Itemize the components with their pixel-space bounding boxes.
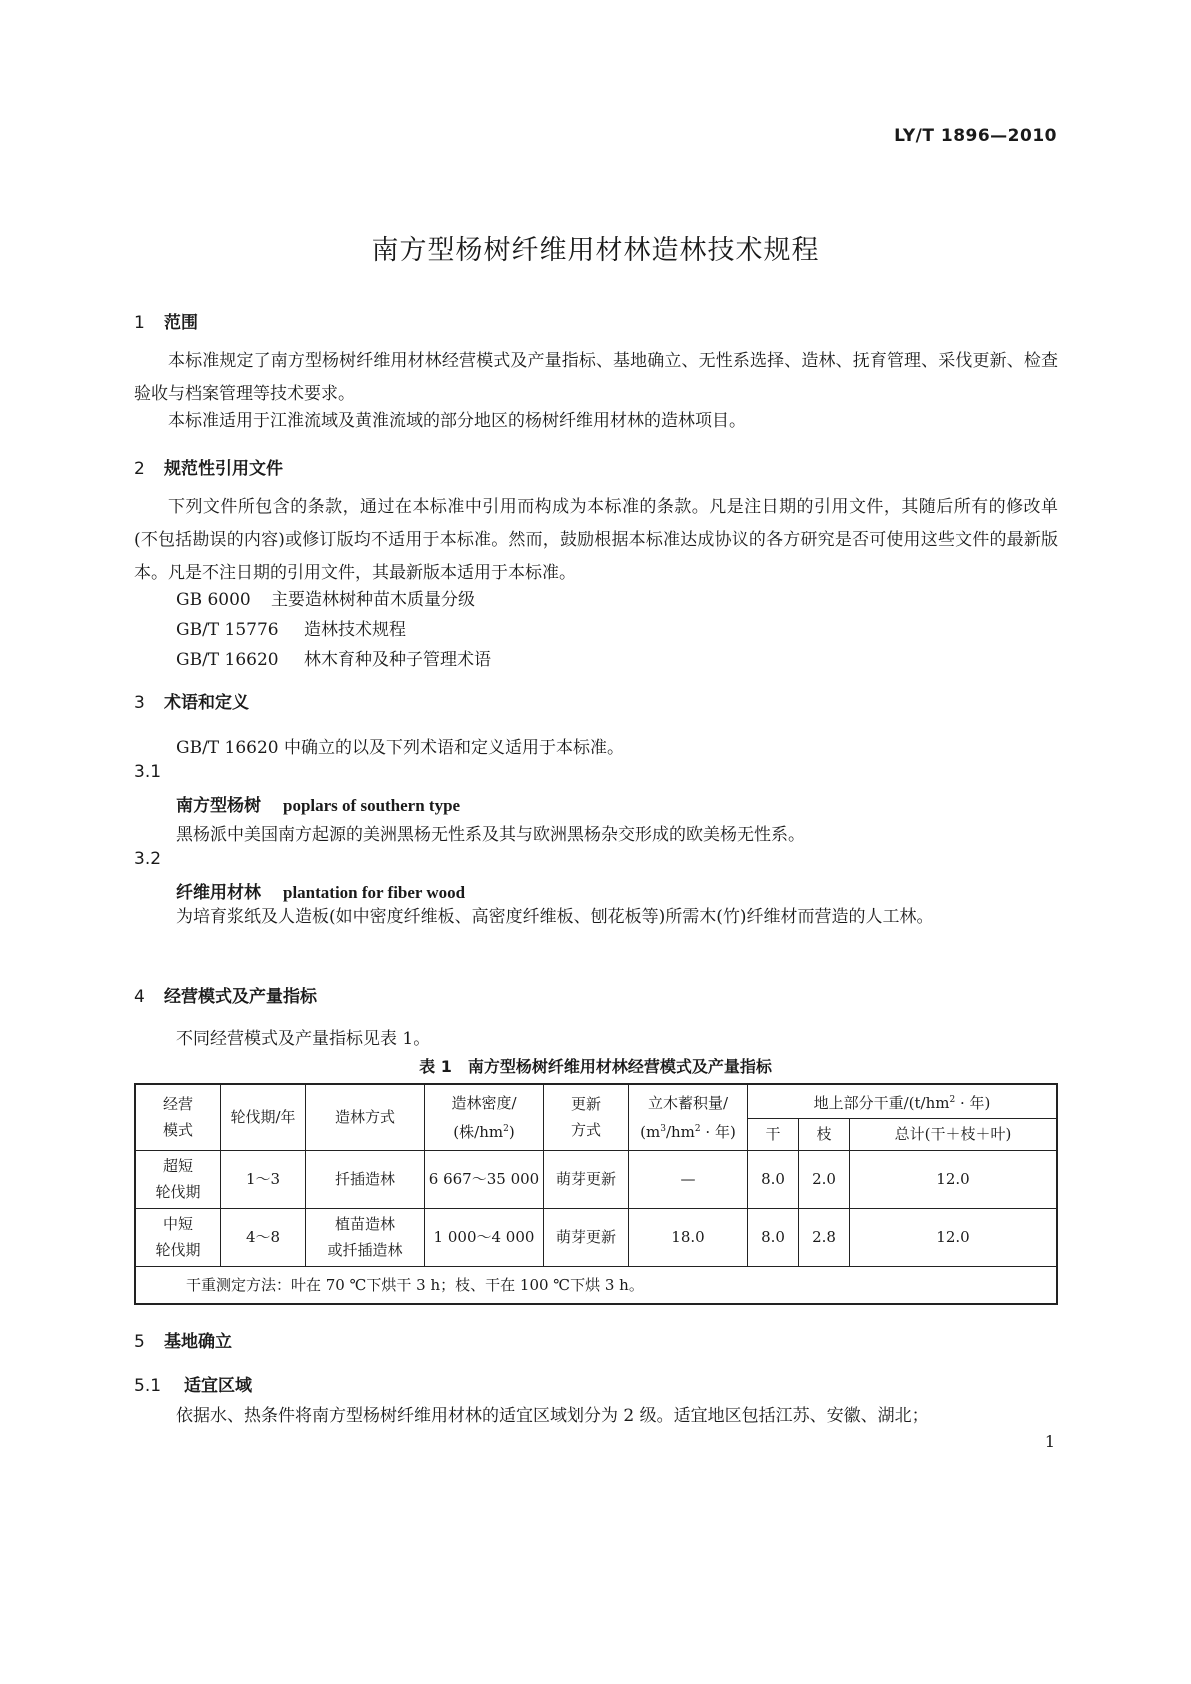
reference-name: 造林技术规程 <box>304 620 406 640</box>
cell-renewal: 萌芽更新 <box>544 1208 629 1266</box>
section-2-heading <box>134 454 283 479</box>
term-number: 3.1 <box>134 762 162 782</box>
section-2-paragraph-1: 下列文件所包含的条款，通过在本标准中引用而构成为本标准的条款。凡是注日期的引用文件，其随后所有的修改单(不包括勘误的内容)或修订版均不适用于本标准。然而，鼓励根据本标准达成协议的各方研究是否可使用这些文件的最新版本。凡是不注日期的引用文件，其最新版本适用于本标准。 <box>134 497 1058 583</box>
cell-total: 12.0 <box>850 1150 1058 1208</box>
cell-volume: 18.0 <box>629 1208 748 1266</box>
section-3-heading <box>134 688 249 713</box>
term-definition: 黑杨派中美国南方起源的美洲黑杨无性系及其与欧洲黑杨杂交形成的欧美杨无性系。 <box>176 825 805 845</box>
cell-rotation: 1～3 <box>221 1150 306 1208</box>
cell-branch: 2.8 <box>799 1208 850 1266</box>
cell-rotation: 4～8 <box>221 1208 306 1266</box>
section-1-heading <box>134 308 198 333</box>
subsection-title: 适宜区域 <box>184 1376 252 1396</box>
section-number: 3 <box>134 693 145 713</box>
section-number: 5 <box>134 1332 145 1352</box>
section-1-paragraph-2: 本标准适用于江淮流域及黄淮流域的部分地区的杨树纤维用材林的造林项目。 <box>168 411 746 431</box>
subsection-number: 5.1 <box>134 1376 162 1396</box>
cell-density: 1 000～4 000 <box>425 1208 544 1266</box>
cell-mode: 中短 轮伐期 <box>135 1208 221 1266</box>
section-number: 2 <box>134 459 145 479</box>
standard-code: LY/T 1896—2010 <box>894 126 1057 146</box>
cell-density: 6 667～35 000 <box>425 1150 544 1208</box>
reference-name: 林木育种及种子管理术语 <box>304 650 491 670</box>
header-rotation: 轮伐期/年 <box>221 1084 306 1150</box>
term-chinese: 南方型杨树 <box>176 796 261 816</box>
header-dry-weight: 地上部分干重$/(t/hm^2$ · 年) <box>748 1084 1058 1118</box>
header-mode: 经营 模式 <box>135 1084 221 1150</box>
header-method: 造林方式 <box>306 1084 425 1150</box>
header-density: 造林密度/ (株$/hm^2$) <box>425 1084 544 1150</box>
header-branch: 枝 <box>799 1118 850 1150</box>
cell-renewal: 萌芽更新 <box>544 1150 629 1208</box>
header-volume: 立木蓄积量/ ($m^3/hm^2$ · 年) <box>629 1084 748 1150</box>
term-heading <box>176 878 465 903</box>
section-title: 基地确立 <box>164 1332 232 1352</box>
cell-branch: 2.0 <box>799 1150 850 1208</box>
subsection-5-1-heading <box>134 1371 252 1396</box>
section-title: 规范性引用文件 <box>164 459 283 479</box>
term-definition: 为培育浆纸及人造板(如中密度纤维板、高密度纤维板、刨花板等)所需木(竹)纤维材而营造的人工林。 <box>176 907 934 927</box>
cell-trunk: 8.0 <box>748 1208 799 1266</box>
table-row <box>135 1208 1057 1266</box>
cell-trunk: 8.0 <box>748 1150 799 1208</box>
section-title: 范围 <box>164 313 198 333</box>
header-trunk: 干 <box>748 1118 799 1150</box>
cell-method: 植苗造林 或扦插造林 <box>306 1208 425 1266</box>
document-title: 南方型杨树纤维用材林造林技术规程 <box>371 235 820 266</box>
cell-total: 12.0 <box>850 1208 1058 1266</box>
section-3-paragraph-1: GB/T 16620 中确立的以及下列术语和定义适用于本标准。 <box>176 738 625 758</box>
term-english: plantation for fiber wood <box>283 883 466 902</box>
term-number: 3.2 <box>134 849 162 869</box>
reference-item <box>176 645 491 670</box>
cell-mode: 超短 轮伐期 <box>135 1150 221 1208</box>
table-row <box>135 1150 1057 1208</box>
section-4-heading <box>134 982 317 1007</box>
section-title: 经营模式及产量指标 <box>164 987 317 1007</box>
cell-volume: — <box>629 1150 748 1208</box>
reference-code: GB/T 15776 <box>176 620 279 640</box>
header-total: 总计(干＋枝＋叶) <box>850 1118 1058 1150</box>
section-1-paragraph-1: 本标准规定了南方型杨树纤维用材林经营模式及产量指标、基地确立、无性系选择、造林、抚育管理、采伐更新、检查验收与档案管理等技术要求。 <box>134 351 1058 404</box>
term-chinese: 纤维用材林 <box>176 883 261 903</box>
section-number: 1 <box>134 313 145 333</box>
data-table <box>134 1083 1058 1305</box>
header-renewal: 更新 方式 <box>544 1084 629 1150</box>
reference-item <box>176 615 406 640</box>
reference-code: GB 6000 <box>176 590 251 610</box>
section-5-heading <box>134 1327 232 1352</box>
page-number: 1 <box>1044 1432 1055 1451</box>
subsection-5-1-paragraph: 依据水、热条件将南方型杨树纤维用材林的适宜区域划分为 2 级。适宜地区包括江苏、安徽、湖北； <box>176 1406 929 1426</box>
reference-code: GB/T 16620 <box>176 650 279 670</box>
section-number: 4 <box>134 987 145 1007</box>
table-title: 表 1 南方型杨树纤维用材林经营模式及产量指标 <box>419 1057 772 1076</box>
cell-method: 扦插造林 <box>306 1150 425 1208</box>
section-4-paragraph-1: 不同经营模式及产量指标见表 1。 <box>176 1029 431 1049</box>
term-heading <box>176 791 460 816</box>
reference-item <box>176 585 475 610</box>
table-note: 干重测定方法：叶在 70 ℃下烘干 3 h；枝、干在 100 ℃下烘 3 h。 <box>135 1266 1057 1304</box>
section-title: 术语和定义 <box>164 693 249 713</box>
term-english: poplars of southern type <box>283 796 461 815</box>
reference-name: 主要造林树种苗木质量分级 <box>271 590 475 610</box>
